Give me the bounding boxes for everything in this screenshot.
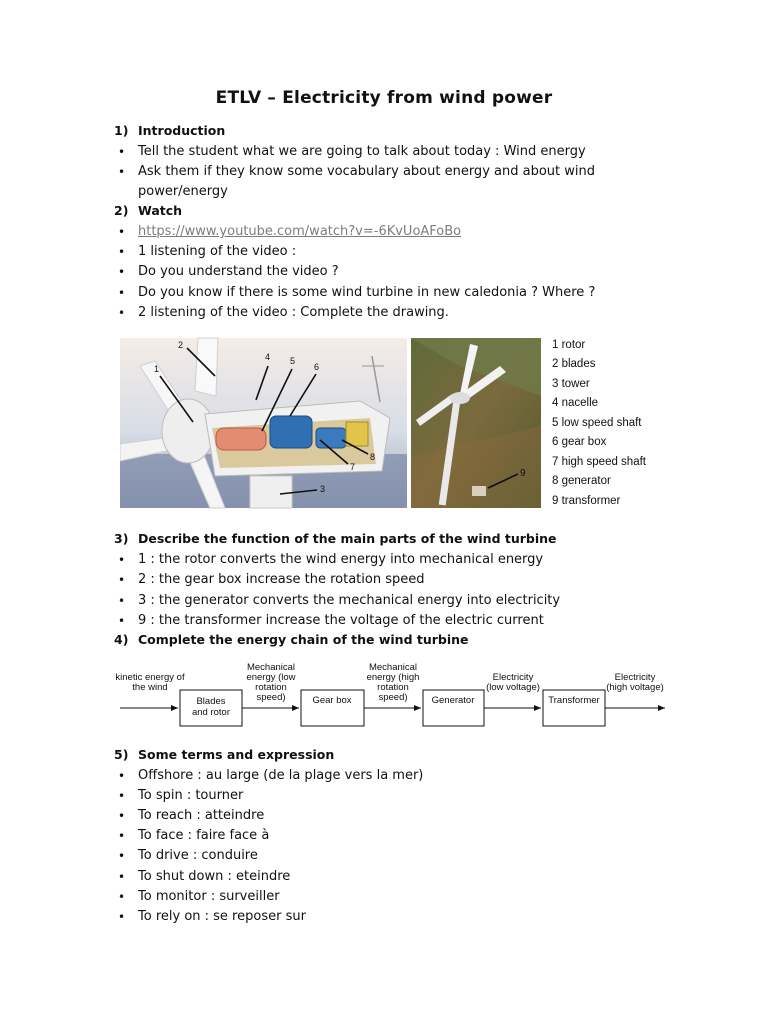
section-heading-text: Introduction [138,123,226,138]
legend-item: 1 rotor [552,339,586,351]
callout-4: 4 [265,352,271,362]
chain-box-label: and rotor [191,707,231,718]
chain-arrow-label: Electricity [614,672,656,683]
chain-arrow-label: speed) [256,692,286,703]
rotor-hub [162,399,214,463]
chain-box-label: Blades [196,696,226,707]
chain-arrow-label: Mechanical [368,662,418,673]
section-heading-text: Watch [138,203,183,218]
generator [316,428,346,448]
callout-8: 8 [370,452,376,462]
control-box [346,422,368,446]
chain-start-label: the wind [132,682,168,693]
legend-item: 9 transformer [552,495,621,507]
tower [250,476,292,508]
section-terms-heading [114,747,334,762]
chain-arrow-label: Mechanical [246,662,296,673]
section-energy-chain-heading [114,632,469,647]
callout-6: 6 [314,362,320,372]
nacelle [450,392,470,404]
chain-arrow-label: rotation [377,682,409,693]
section-number: 5) [114,747,129,762]
legend-item: 6 gear box [552,436,607,448]
legend-item: 8 generator [552,475,611,487]
section-functions-heading [114,531,557,546]
callout-7: 7 [350,462,356,472]
document-title: ETLV – Electricity from wind power [215,88,553,108]
chain-start-label: kinetic energy of [115,672,185,683]
transformer [472,486,486,496]
legend-item: 7 high speed shaft [552,456,646,468]
section-heading-text: Describe the function of the main parts of the wind turbine [138,531,557,546]
callout-9: 9 [520,468,526,479]
chain-box-label: Gear box [312,695,352,706]
chain-box-label: Generator [431,695,475,706]
section-number: 4) [114,632,129,647]
callout-3: 3 [320,484,326,494]
legend-item: 4 nacelle [552,397,599,409]
wind-turbine-figure [120,336,670,512]
legend-item: 5 low speed shaft [552,417,642,429]
section-heading-text: Complete the energy chain of the wind turbine [138,632,469,647]
chain-arrow-label: energy (low [246,672,296,683]
chain-arrow-label: Electricity [492,672,534,683]
section-heading-text: Some terms and expression [138,747,335,762]
chain-arrow-label: (high voltage) [606,682,664,693]
callout-5: 5 [290,356,296,366]
chain-arrow-label: speed) [378,692,408,703]
chain-arrow-label: rotation [255,682,287,693]
low-speed-shaft [216,428,266,450]
chain-arrow-label: (low voltage) [486,682,540,693]
callout-1: 1 [154,364,160,374]
legend-item: 2 blades [552,358,596,370]
chain-arrow-label: energy (high [366,672,420,683]
section-number: 3) [114,531,129,546]
chain-box-label: Transformer [548,695,600,706]
callout-2: 2 [178,340,184,350]
video-link[interactable]: https://www.youtube.com/watch?v=-6KvUoAFoBo [138,224,462,239]
section-number: 1) [114,123,129,138]
legend-item: 3 tower [552,378,590,390]
section-introduction-heading [114,123,225,138]
gear-box [270,416,312,448]
section-watch-heading [114,203,182,218]
section-number: 2) [114,203,129,218]
energy-chain-diagram [112,660,668,740]
